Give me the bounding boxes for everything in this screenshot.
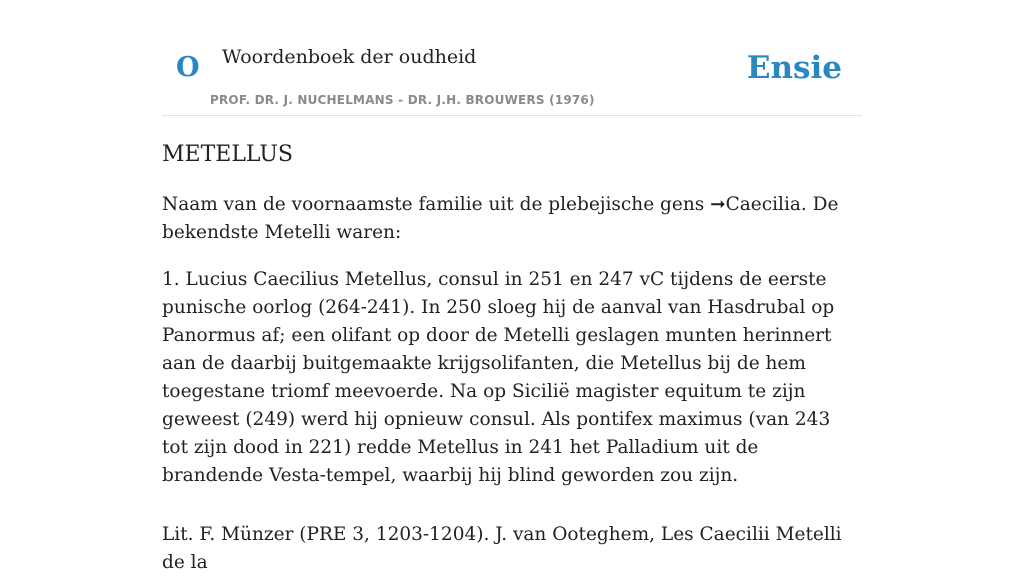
entry-intro: [162, 191, 862, 247]
cross-reference-arrow-icon[interactable]: ➞: [710, 194, 726, 215]
intro-text-end: . De bekendste Metelli waren:: [162, 194, 839, 243]
entry-paragraph: 1. Lucius Caecilius Metellus, consul in 251 en 247 vC tijdens de eerste punische oorlog (264-241). In 250 sloeg hij de aanval van Hasdrubal op Panormus af; een olifant op door de Metelli geslagen munten herinnert aan de daarbij buitgemaakte krijgsolifanten, die Metellus bij de hem toegestane triomf meevoerde. Na op Sicilië magister equitum te zijn geweest (249) werd hij opnieuw consul. Als pontifex maximus (van 243 tot zijn dood in 221) redde Metellus in 241 het Palladium uit de brandende Vesta-tempel, waarbij hij blind geworden zou zijn.: [162, 269, 835, 486]
book-authors: PROF. DR. J. NUCHELMANS - DR. J.H. BROUWERS (1976): [210, 93, 595, 107]
cross-reference-link[interactable]: Caecilia: [725, 194, 801, 215]
intro-text: Naam van de voornaamste familie uit de plebejische gens: [162, 194, 711, 215]
page: [162, 0, 862, 577]
header: [162, 0, 862, 116]
entry-headword: METELLUS: [162, 142, 293, 167]
entry-literature: Lit. F. Münzer (PRE 3, 1203-1204). J. van Ooteghem, Les Caecilii Metelli de la: [162, 524, 842, 573]
ensie-logo[interactable]: Ensie: [746, 50, 842, 86]
book-title[interactable]: Woordenboek der oudheid: [222, 46, 477, 68]
index-letter[interactable]: O: [176, 52, 200, 83]
